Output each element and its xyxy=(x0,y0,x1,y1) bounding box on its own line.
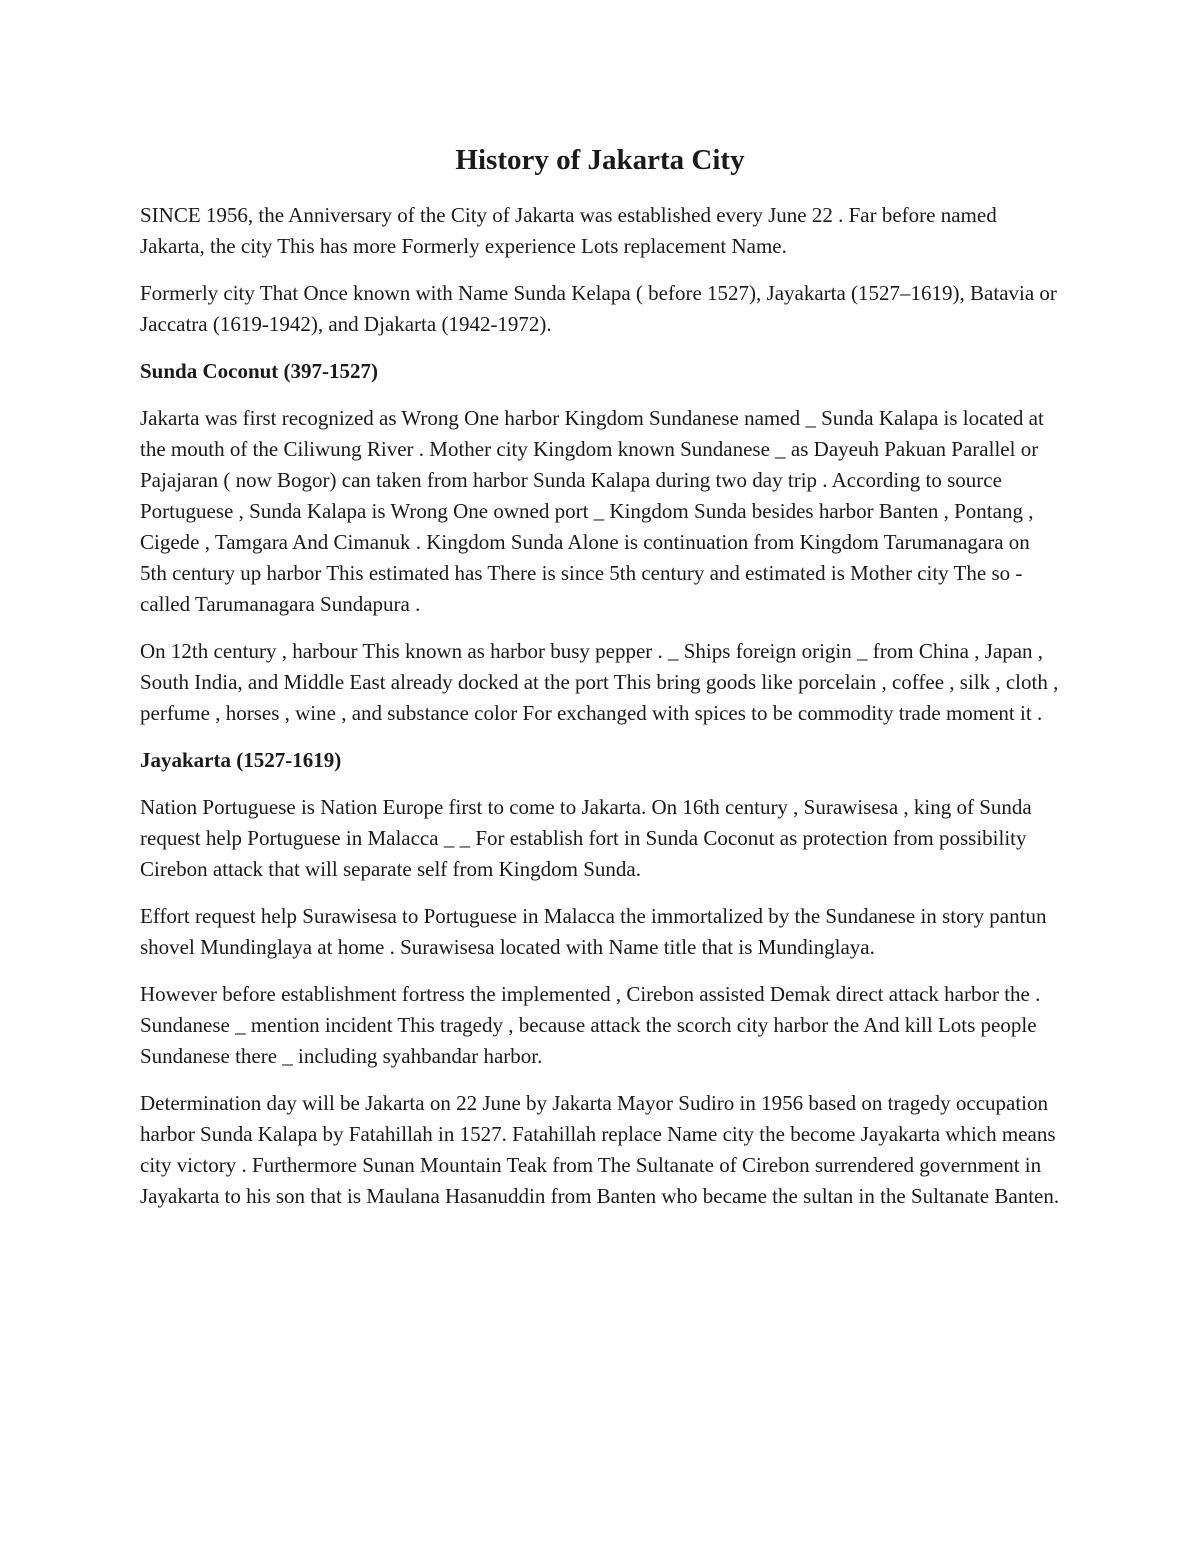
body-paragraph: However before establishment fortress the implemented , Cirebon assisted Demak direct attack harbor the . Sundanese _ mention incident This tragedy , because attack the scorch city harbor the And kill Lots people Sundanese there _ including syahbandar harbor. xyxy=(140,982,1041,1068)
intro-paragraph: SINCE 1956, the Anniversary of the City of Jakarta was established every June 22 . Far before named Jakarta, the city This has more Formerly experience Lots replacement Name. xyxy=(140,203,997,258)
body-paragraph: On 12th century , harbour This known as harbor busy pepper . _ Ships foreign origin _ from China , Japan , South India, and Middle East already docked at the port This bring goods like porcelain , coffee , silk , cloth , perfume , horses , wine , and substance color For exchanged with spices to be commodity trade moment it . xyxy=(140,639,1059,725)
document-page xyxy=(140,140,1060,1228)
section-heading: Jayakarta (1527-1619) xyxy=(140,748,342,772)
body-paragraph: Jakarta was first recognized as Wrong One harbor Kingdom Sundanese named _ Sunda Kalapa is located at the mouth of the Ciliwung River . Mother city Kingdom known Sundanese _ as Dayeuh Pakuan Parallel or Pajajaran ( now Bogor) can taken from harbor Sunda Kalapa during two day trip . According to source Portuguese , Sunda Kalapa is Wrong One owned port _ Kingdom Sunda besides harbor Banten , Pontang , Cigede , Tamgara And Cimanuk . Kingdom Sunda Alone is continuation from Kingdom Tarumanagara on 5th century up harbor This estimated has There is since 5th century and estimated is Mother city The so -called Tarumanagara Sundapura . xyxy=(140,406,1044,616)
section-heading: Sunda Coconut (397-1527) xyxy=(140,359,379,383)
document-title: History of Jakarta City xyxy=(455,144,745,176)
intro-paragraph: Formerly city That Once known with Name Sunda Kelapa ( before 1527), Jayakarta (1527–1619), Batavia or Jaccatra (1619-1942), and Djakarta (1942-1972). xyxy=(140,281,1057,336)
body-paragraph: Determination day will be Jakarta on 22 June by Jakarta Mayor Sudiro in 1956 based on tragedy occupation harbor Sunda Kalapa by Fatahillah in 1527. Fatahillah replace Name city the become Jayakarta which means city victory . Furthermore Sunan Mountain Teak from The Sultanate of Cirebon surrendered government in Jayakarta to his son that is Maulana Hasanuddin from Banten who became the sultan in the Sultanate Banten. xyxy=(140,1091,1060,1208)
body-paragraph: Effort request help Surawisesa to Portuguese in Malacca the immortalized by the Sundanese in story pantun shovel Mundinglaya at home . Surawisesa located with Name title that is Mundinglaya. xyxy=(140,904,1047,959)
body-paragraph: Nation Portuguese is Nation Europe first to come to Jakarta. On 16th century , Surawisesa , king of Sunda request help Portuguese in Malacca _ _ For establish fort in Sunda Coconut as protection from possibility Cirebon attack that will separate self from Kingdom Sunda. xyxy=(140,795,1032,881)
